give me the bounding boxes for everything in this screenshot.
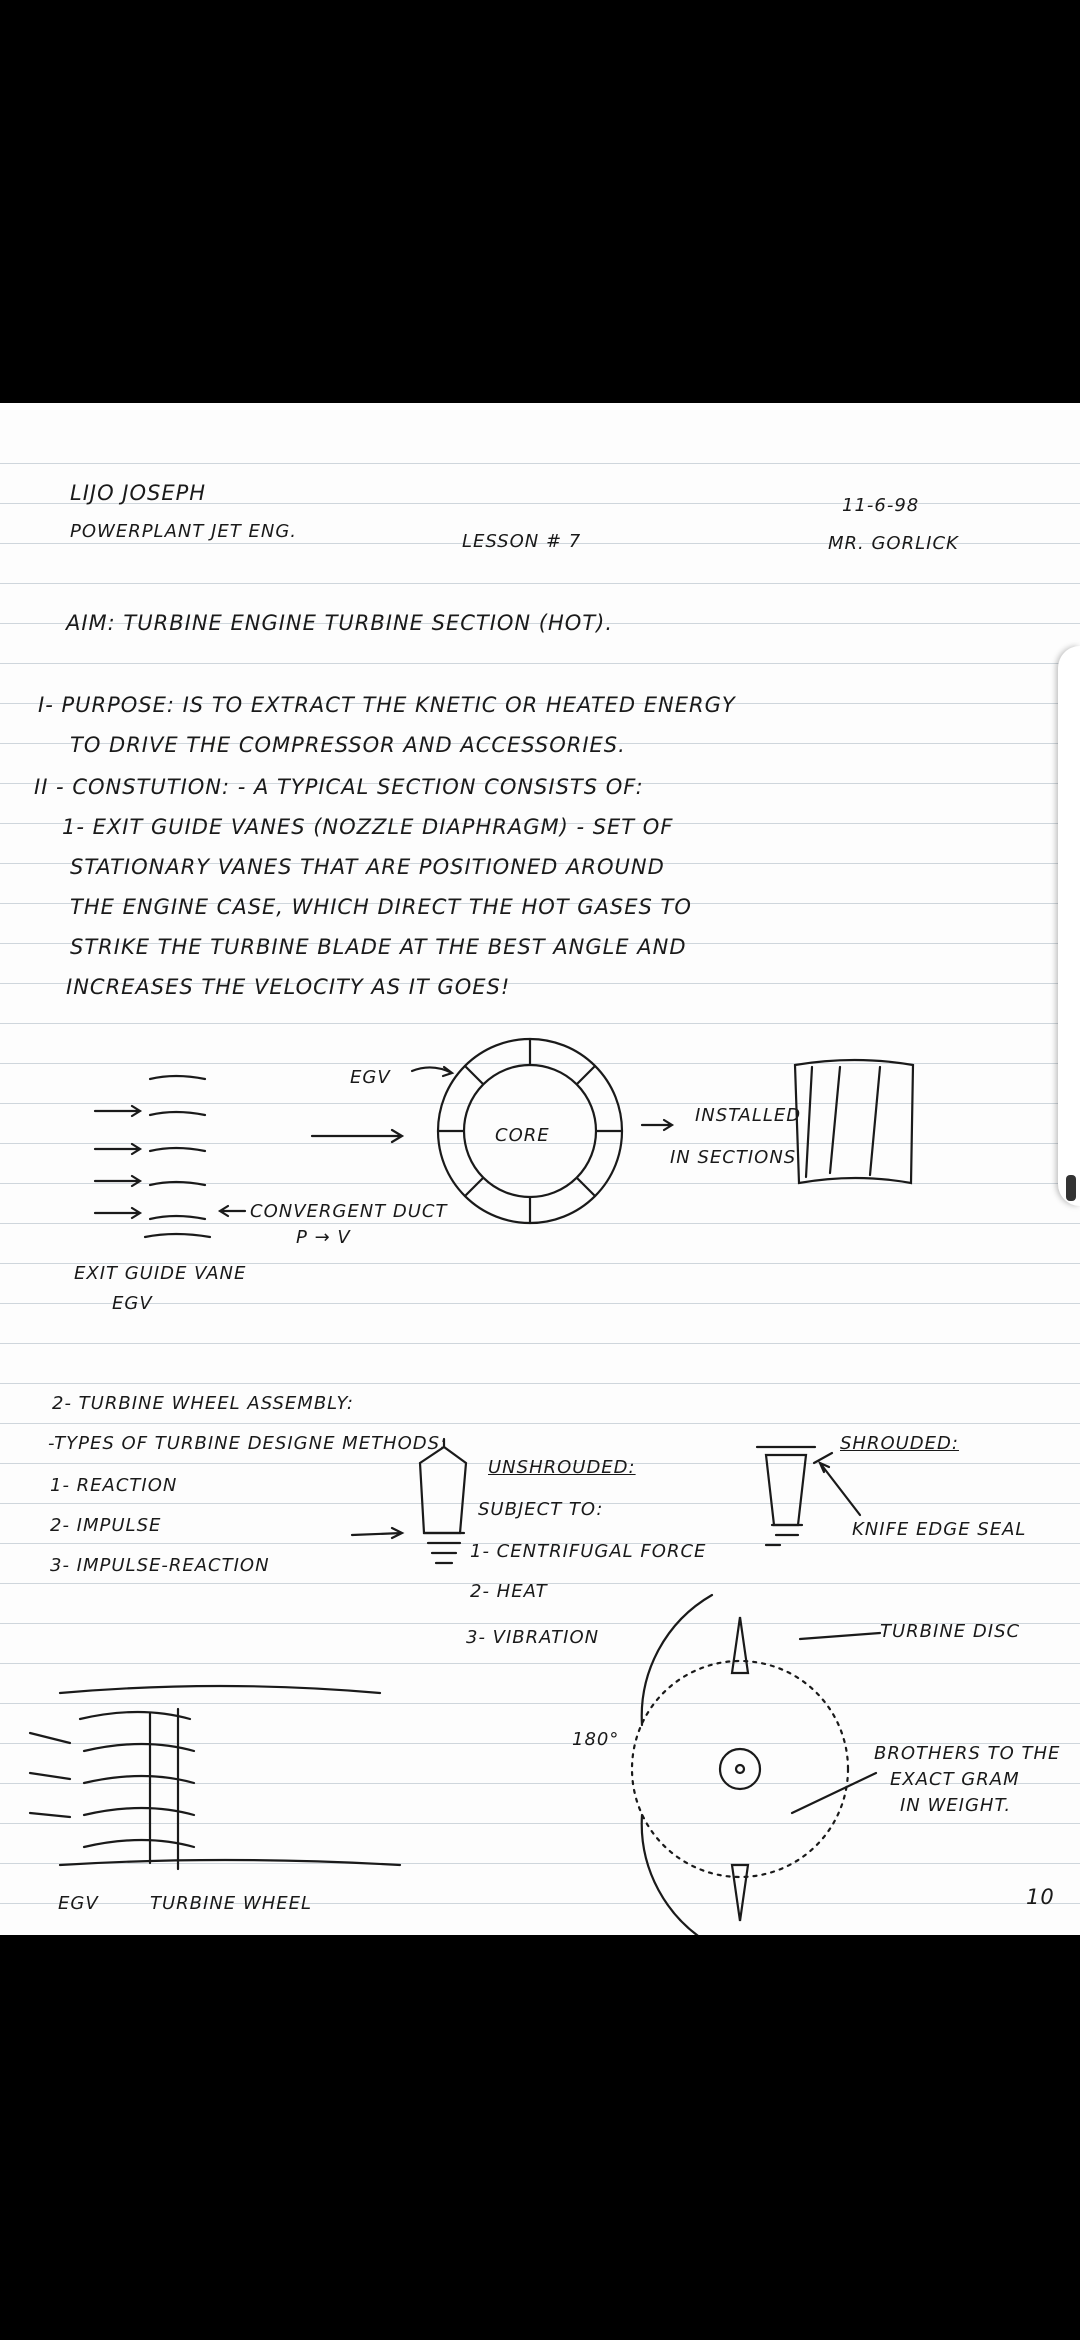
core-label: CORE (495, 1125, 550, 1146)
purpose-line-1: I- PURPOSE: IS TO EXTRACT THE KNETIC OR HEATED ENERGY (38, 693, 736, 717)
notebook-page-photo (0, 403, 1080, 1935)
construction-line-2: STATIONARY VANES THAT ARE POSITIONED AROUND (70, 855, 665, 879)
nozzle-ring-sketch (438, 1039, 622, 1223)
page-number: 10 (1026, 1885, 1055, 1909)
egv-label: EGV (350, 1067, 391, 1088)
unshrouded-label: UNSHROUDED: (488, 1457, 636, 1478)
construction-line-4: STRIKE THE TURBINE BLADE AT THE BEST ANGLE AND (70, 935, 687, 959)
lesson-number: LESSON # 7 (462, 531, 582, 552)
scroll-thumb[interactable] (1066, 1175, 1076, 1201)
egv-caption: EGV (112, 1293, 153, 1314)
subject-to-label: SUBJECT TO: (478, 1499, 604, 1520)
purpose-line-2: TO DRIVE THE COMPRESSOR AND ACCESSORIES. (70, 733, 626, 757)
turbine-disc-label: TURBINE DISC (880, 1621, 1021, 1642)
construction-line-3: THE ENGINE CASE, WHICH DIRECT THE HOT GASES TO (70, 895, 692, 919)
vibration: 3- VIBRATION (466, 1627, 600, 1648)
design-methods-heading: -TYPES OF TURBINE DESIGNE METHODS: (48, 1433, 448, 1454)
installed-label-2: IN SECTIONS (670, 1147, 797, 1168)
centrifugal-force: 1- CENTRIFUGAL FORCE (470, 1541, 707, 1562)
turbine-disc-sketch (632, 1595, 880, 1935)
construction-heading: II - CONSTUTION: - A TYPICAL SECTION CONSISTS OF: (34, 775, 644, 799)
vane-section-sketch (795, 1060, 913, 1183)
brothers-label-2: EXACT GRAM (890, 1769, 1020, 1790)
construction-line-5: INCREASES THE VELOCITY AS IT GOES! (66, 975, 511, 999)
exit-guide-vane-caption: EXIT GUIDE VANE (74, 1263, 247, 1284)
student-name: LIJO JOSEPH (70, 481, 207, 505)
turbine-wheel-label: TURBINE WHEEL (150, 1893, 313, 1914)
brothers-label-1: BROTHERS TO THE (874, 1743, 1061, 1764)
type-impulse: 2- IMPULSE (50, 1515, 162, 1536)
knife-edge-seal-label: KNIFE EDGE SEAL (852, 1519, 1027, 1540)
shrouded-label: SHROUDED: (840, 1433, 959, 1454)
aim-line: AIM: TURBINE ENGINE TURBINE SECTION (HOT). (66, 611, 614, 635)
type-impulse-reaction: 3- IMPULSE-REACTION (50, 1555, 270, 1576)
unshrouded-blade-sketch (352, 1439, 466, 1563)
flow-arrows-left (95, 1067, 672, 1218)
teacher-name: MR. GORLICK (828, 533, 959, 554)
degree-label: 180° (572, 1729, 620, 1750)
exit-guide-vanes-sketch (145, 1076, 210, 1237)
type-reaction: 1- REACTION (50, 1475, 178, 1496)
date: 11-6-98 (842, 495, 920, 516)
wheel-assembly-heading: 2- TURBINE WHEEL ASSEMBLY: (52, 1393, 354, 1414)
egv-bottom-label: EGV (58, 1893, 99, 1914)
shrouded-blade-sketch (757, 1447, 860, 1545)
heat: 2- HEAT (470, 1581, 548, 1602)
brothers-label-3: IN WEIGHT. (900, 1795, 1012, 1816)
turbine-wheel-sketch (30, 1686, 400, 1869)
sketch-drawings (0, 403, 1080, 1935)
scroll-handle[interactable] (1058, 646, 1080, 1206)
installed-label-1: INSTALLED (695, 1105, 802, 1126)
construction-line-1: 1- EXIT GUIDE VANES (NOZZLE DIAPHRAGM) - SET OF (62, 815, 674, 839)
course-name: POWERPLANT JET ENG. (70, 521, 297, 542)
pressure-velocity-label: P → V (296, 1227, 351, 1248)
convergent-duct-label: CONVERGENT DUCT (250, 1201, 448, 1222)
